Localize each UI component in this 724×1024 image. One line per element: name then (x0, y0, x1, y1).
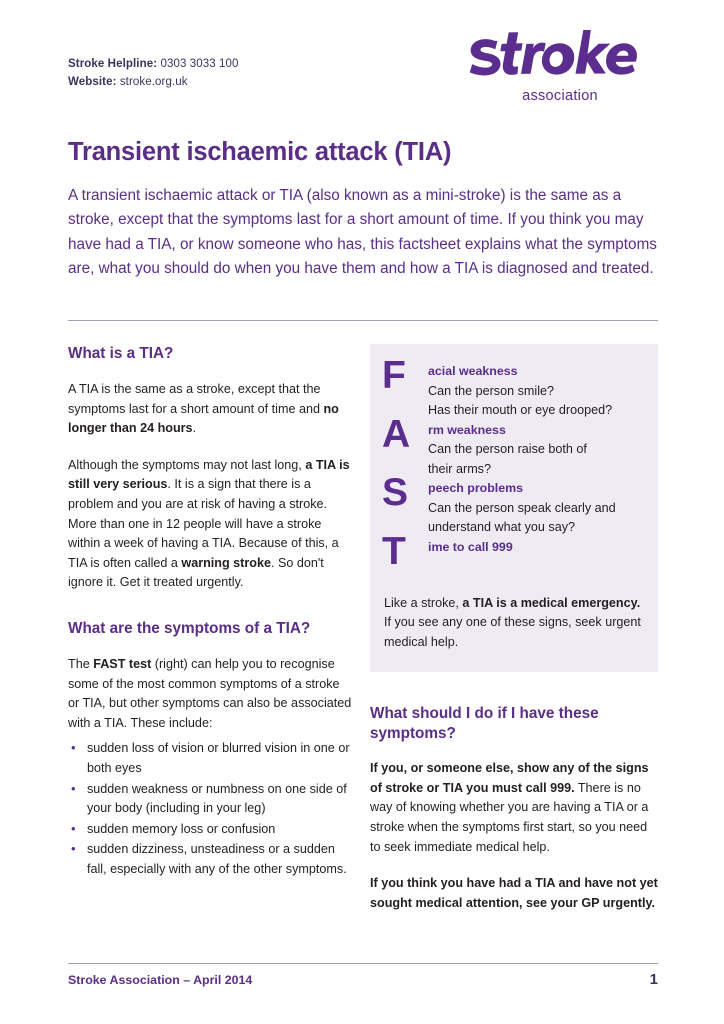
fast-row-speech (382, 471, 644, 538)
page-title: Transient ischaemic attack (TIA) (68, 138, 452, 166)
logo-wordmark-icon (462, 30, 662, 94)
fast-rows (382, 354, 644, 573)
logo-subtext: association (522, 88, 598, 104)
stroke-association-logo (462, 30, 662, 104)
text-segment: The (68, 656, 94, 671)
fast-title-arm: rm weakness (428, 422, 506, 437)
text-emphasis-see-gp: If you think you have had a TIA and have not yet sought medical attention, see your GP urgently. (370, 876, 658, 910)
page-header (68, 50, 658, 130)
intro-paragraph: A transient ischaemic attack or TIA (also known as a mini-stroke) is the same as a stroke, except that the symptoms last for a short amount of time. If you think you may have had a TIA, or know someone who has, this factsheet explains what the symptoms are, what you should do when you have them and how a TIA is diagnosed and treated. (68, 187, 657, 277)
list-item: • sudden dizziness, unsteadiness or a sudden fall, especially with any of the other symptoms. (68, 840, 352, 879)
fast-line: Can the person raise both of (428, 442, 587, 456)
paragraph-see-gp (370, 874, 658, 913)
text-emphasis-24-hours: no longer than 24 hours (68, 401, 339, 436)
paragraph-call-999 (370, 759, 658, 857)
left-column (68, 344, 352, 880)
footer-source-text: Stroke Association – April 2014 (68, 973, 253, 987)
text-segment: Although the symptoms may not last long, (68, 457, 306, 472)
helpline-line (68, 55, 239, 73)
footer-divider (68, 963, 658, 964)
fast-letter-s: S (382, 471, 408, 514)
fast-line: Has their mouth or eye drooped? (428, 403, 613, 417)
website-url[interactable]: stroke.org.uk (119, 76, 188, 88)
text-emphasis-call-999: If you, or someone else, show any of the signs of stroke or TIA you must call 999. (370, 761, 649, 795)
text-emphasis-warning-stroke: warning stroke (181, 555, 271, 570)
text-segment: If you see any one of these signs, seek urgent medical help. (384, 615, 641, 649)
heading-what-is-a-tia: What is a TIA? (68, 345, 174, 362)
text-segment: A TIA is the same as a stroke, except that the symptoms last for a short amount of time and (68, 382, 324, 416)
list-item: • sudden weakness or numbness on one side of your body (including in your leg) (68, 780, 352, 819)
paragraph-fast-test (68, 655, 352, 733)
helpline-number: 0303 3033 100 (160, 58, 239, 70)
text-segment: . (192, 421, 197, 436)
page-number: 1 (649, 971, 658, 988)
fast-box-note (382, 594, 644, 653)
text-segment: Like a stroke, (384, 595, 463, 610)
fast-title-facial: acial weakness (428, 364, 518, 378)
heading-what-should-i-do: What should I do if I have these symptoms? (370, 705, 599, 743)
fast-line: Can the person smile? (428, 383, 555, 398)
text-emphasis-medical-emergency: a TIA is a medical emergency. (462, 595, 641, 610)
text-segment: (right) can help you to recognise some of the most common symptoms of a stroke or TIA, but other symptoms can also be associated with a TIA. These include: (68, 656, 352, 730)
list-item: • sudden memory loss or confusion (68, 820, 352, 840)
fast-title-time: ime to call 999 (428, 539, 513, 554)
list-item: • sudden loss of vision or blurred vision in one or both eyes (68, 739, 352, 778)
paragraph-tia-serious (68, 456, 352, 593)
website-line (68, 73, 239, 91)
fast-letter-f: F (382, 354, 405, 397)
fast-letter-a: A (382, 412, 410, 456)
contact-details (68, 55, 239, 91)
helpline-label: Stroke Helpline: (68, 58, 158, 70)
text-segment: . So don't ignore it. Get it treated urgently. (68, 555, 324, 590)
website-label: Website: (68, 76, 117, 88)
fast-row-facial (382, 354, 644, 421)
fast-row-time (382, 529, 644, 573)
text-segment: . It is a sign that there is a problem and you are at risk of having a stroke. More than one in 12 people will have a stroke within a week of having a TIA. Because of this, a TIA is often called a (68, 477, 339, 570)
paragraph-tia-definition (68, 380, 352, 439)
text-emphasis-fast-test: FAST test (93, 656, 152, 671)
text-emphasis-very-serious: a TIA is still very serious (68, 457, 350, 492)
heading-symptoms-of-tia: What are the symptoms of a TIA? (68, 619, 311, 637)
page-footer (68, 973, 658, 995)
right-column (370, 344, 658, 913)
fast-test-callout-box (370, 344, 658, 672)
symptoms-list (68, 739, 352, 879)
fast-row-arm (382, 412, 644, 480)
fast-letter-t: T (382, 529, 405, 573)
header-divider (68, 320, 658, 321)
fast-line: understand what you say? (428, 520, 576, 534)
fast-title-speech: peech problems (428, 481, 524, 495)
text-segment: There is no way of knowing whether you are having a TIA or a stroke when the symptoms first start, so you need to seek immediate medical help. (370, 780, 649, 854)
fast-line: their arms? (428, 461, 491, 476)
fast-line: Can the person speak clearly and (428, 500, 616, 515)
